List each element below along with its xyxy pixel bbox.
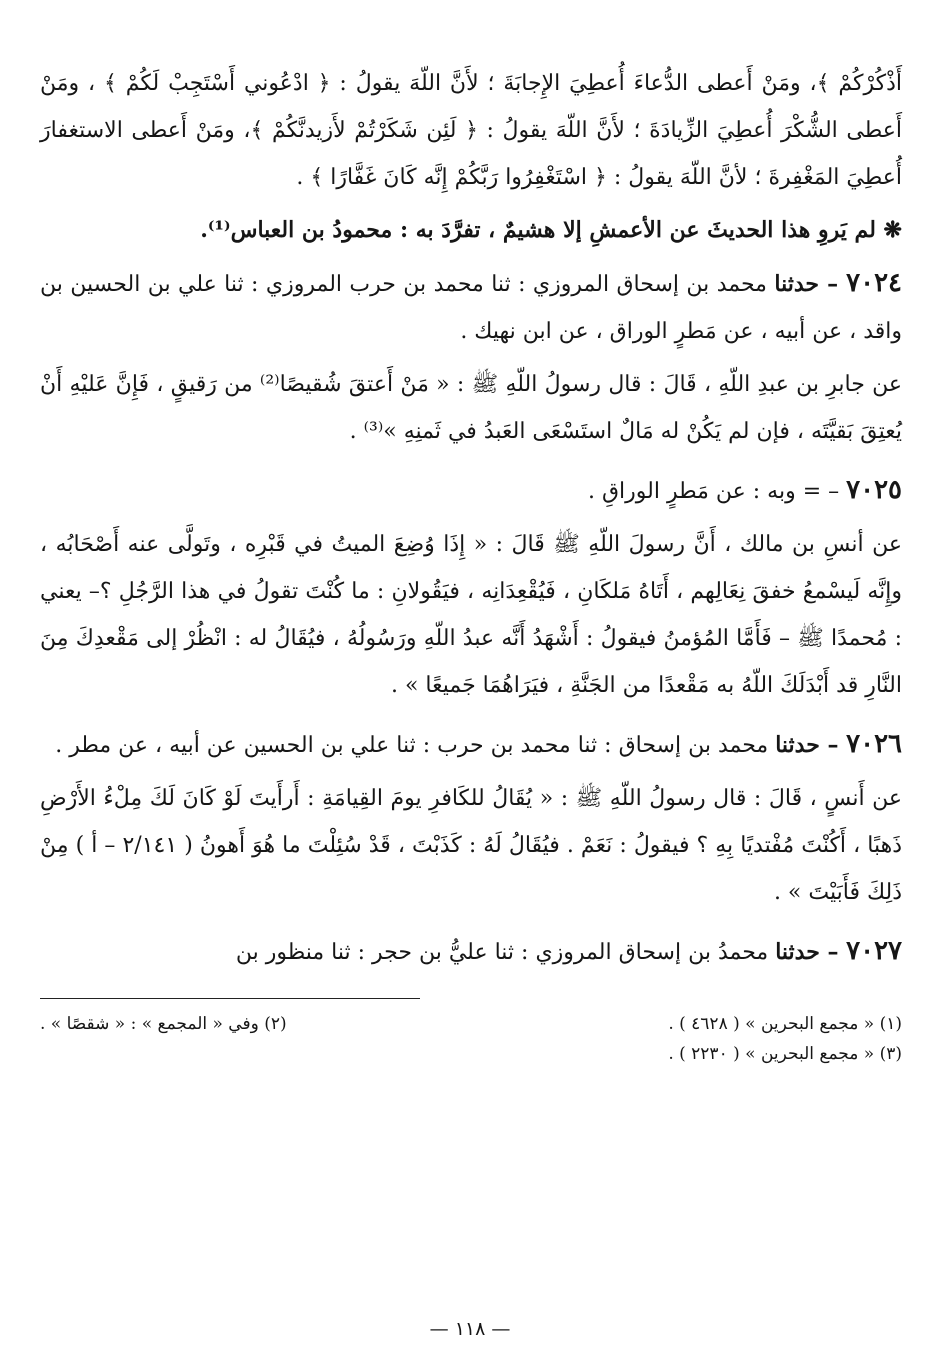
hadith-number: ٧٠٢٧ [846,936,902,966]
footnote-3: (٣) « مجمع البحرين » ( ٢٢٣٠ ) . [668,1044,902,1064]
hadith-lead: – حدثنا [775,732,847,758]
page-number: — ١١٨ — [429,1318,511,1340]
paragraph-text: أَذْكُرْكُمْ ﴾، ومَنْ أَعطى الدُّعاءَ أُعطِيَ الإِجابَةَ ؛ لأَنَّ اللّهَ يقولُ : ﴿ ادْعُوني أَسْتَجِبْ لَكُمْ ﴾ ، ومَنْ أَعطى الشُّكْرَ أُعطِيَ الزِّيادَةَ ؛ لأَنَّ اللّهَ يقولُ : ﴿ لَئِن شَكَرْتُمْ لأَزيدنَّكُمْ ﴾، ومَنْ أَعطى الاستغفارَ أُعطِيَ المَغْفِرةَ ؛ لأنَّ اللّهَ يقولُ : ﴿ اسْتَغْفِرُوا رَبَّكُمْ إِنَّه كَانَ غَفَّارًا ﴾ . [40,71,902,190]
paragraph-text: – = وبه : عن مَطرٍ الوراقِ . [587,479,847,504]
paragraph-text: عن جابرِ بن عبدِ اللّهِ ، قَالَ : قال رسولُ اللّهِ ﷺ : « مَنْ أَعتقَ شُقيصًا⁽²⁾ من رَقيقٍ ، فَإِنَّ عَليْهِ أَنْ يُعتِقَ بَقيَّتَه ، فإن لم يَكُنْ له مَالٌ استَسْعَى العَبدُ في ثَمنِهِ »⁽³⁾ . [40,372,903,444]
paragraph-text: عن أنسِ بن مالك ، أَنَّ رسولَ اللّهِ ﷺ قَالَ : « إِذَا وُضِعَ الميتُ في قَبْرِه ، وتَولَّى عنه أَصْحَابُه ، وإِنَّه لَيسْمعُ خفقَ نِعَالِهم ، أَتَاهُ مَلكَانِ ، فَيُقْعِدَانِه ، فيَقُولانِ : ما كُنْتَ تقولُ في هذا الرَّجُلِ ؟– يعني : مُحمدًا ﷺ – فَأَمَّا المُؤمنُ فيقولُ : أَشْهَدُ أَنَّه عبدُ اللّهِ ورَسُولُهُ ، فيُقَالُ له : انْظُرْ إلى مَقْعدِكَ مِنَ النَّارِ قد أَبْدَلَكَ اللّهُ به مَقْعدًا من الجَنَّةِ ، فيَرَاهُمَا جَميعًا » . [40,532,902,698]
paragraph-text: ❋ لم يَروِ هذا الحديثَ عن الأعمشِ إلا هشيمٌ ، تفرَّدَ به : محمودُ بن العباس⁽¹⁾. [200,217,902,243]
footnote-1: (١) « مجمع البحرين » ( ٤٦٢٨ ) . [668,1014,902,1034]
hadith-isnad-7024 [40,260,902,355]
hadith-number: ٧٠٢٥ [846,475,902,505]
hadith-isnad-7027 [40,928,902,976]
hadith-isnad-7026 [40,721,902,769]
paragraph-text: عن أَنسٍ ، قَالَ : قال رسولُ اللّهِ ﷺ : « يُقَالُ للكَافرِ يومَ القِيامَةِ : أَرأَيتَ لَوْ كَانَ لَكَ مِلْءُ الأَرْضِ ذَهبًا ، أَكُنْتَ مُفْتديًا بِهِ ؟ فيقولُ : نَعَمْ . فيُقَالُ لَهُ : كَذَبْتَ ، قَدْ سُئِلْتَ ما هُوَ أَهونُ ( ٢/١٤١ – أ ) مِنْ ذَلِكَ فَأَبَيْتَ » . [40,786,902,905]
paragraph-text: محمدُ بن إسحاق المروزي : ثنا عليُّ بن حجر : ثنا منظور بن [235,940,776,965]
paragraph-text: محمد بن إسحاق المروزي : ثنا محمد بن حرب المروزي : ثنا علي بن الحسين بن واقد ، عن أبيه ، عن مَطرٍ الوراق ، عن ابن نهيك . [40,272,902,344]
footnote-row [40,1039,902,1069]
hadith-lead: – حدثنا [775,939,847,965]
footnote-divider [40,998,420,999]
hadith-matn-paragraph [40,521,902,709]
footnote-2: (٢) وفي « المجمع » : « شقصًا » . [40,1014,287,1034]
footnotes [40,1009,902,1069]
paragraph-text: محمد بن إسحاق : ثنا محمد بن حرب : ثنا علي بن الحسين عن أبيه ، عن مطر . [55,733,776,758]
hadith-number: ٧٠٢٦ [846,729,902,759]
hadith-isnad-7025 [40,467,902,515]
hadith-number: ٧٠٢٤ [846,268,903,298]
hadith-continuation-paragraph [40,60,902,201]
editor-note-paragraph [40,207,902,254]
hadith-lead: – حدثنا [774,271,847,297]
hadith-matn-paragraph [40,361,902,455]
footnote-row [40,1009,902,1039]
hadith-matn-paragraph [40,775,902,916]
